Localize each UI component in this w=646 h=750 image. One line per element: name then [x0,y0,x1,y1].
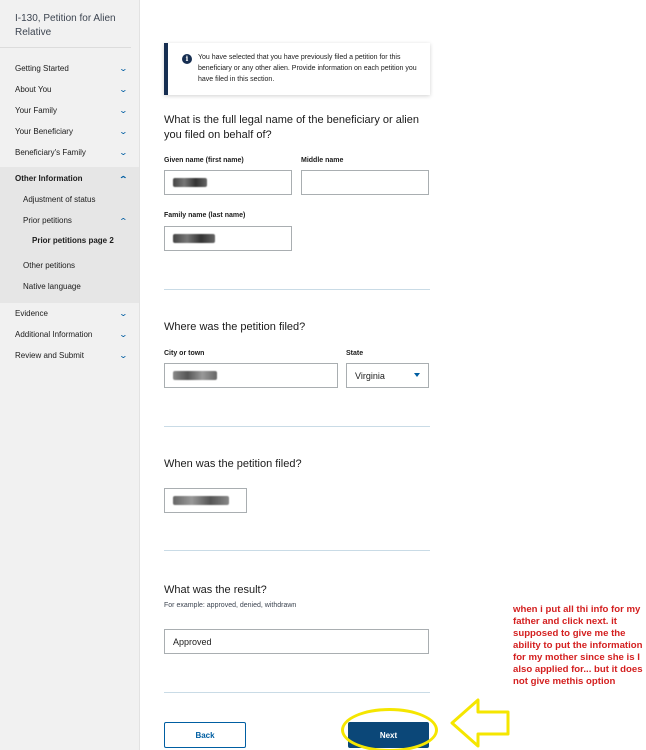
sidebar-item-your-family[interactable] [0,100,139,121]
chevron-down-icon: ⌄ [118,85,129,94]
state-select-value: Virginia [355,370,385,381]
sidebar-item-label: Additional Information [15,330,93,339]
info-icon: i [182,54,192,64]
form-title: I-130, Petition for Alien Relative [0,0,131,48]
middle-name-label: Middle name [301,157,344,164]
city-label: City or town [164,350,205,357]
chevron-down-icon: ⌄ [118,351,129,360]
sidebar-item-review-and-submit[interactable] [0,345,139,366]
city-input[interactable] [164,363,338,388]
highlight-circle [341,708,438,750]
redacted-value [173,234,215,243]
alert-text: You have selected that you have previously filed a petition for this beneficiary or any other alien. Provide information on each petition you have filed in this section. [198,54,417,83]
sidebar-item-evidence[interactable] [0,303,139,324]
sidebar-item-your-beneficiary[interactable] [0,121,139,142]
result-question: What was the result? [164,584,267,596]
sidebar-item-label: Review and Submit [15,351,84,360]
place-question: Where was the petition filed? [164,321,306,333]
given-name-input[interactable] [164,170,292,195]
state-label: State [346,350,364,357]
back-button[interactable]: Back [164,722,246,748]
subnav-other-information [0,189,139,303]
chevron-down-icon: ⌄ [118,106,129,115]
family-name-input[interactable] [164,226,292,251]
name-question: What is the full legal name of the beneficiary or alien you filed on behalf of? [164,114,419,141]
subitem-label: Adjustment of status [23,195,96,204]
redacted-value [173,371,217,380]
date-input[interactable] [164,488,247,513]
subitem-label: Other petitions [23,261,76,270]
result-input-value: Approved [173,636,212,647]
sidebar-item-about-you[interactable] [0,79,139,100]
subitem-label: Native language [23,282,81,291]
sidebar-subitem-other-petitions[interactable] [0,255,139,276]
sidebar-subitem-prior-petitions-page-2[interactable]: Prior petitions page 2 [32,236,114,245]
section-divider [164,692,430,693]
sidebar-item-label: Your Family [15,106,57,115]
sidebar-subitem-adjustment-of-status[interactable] [0,189,139,210]
sidebar-subitem-prior-petitions[interactable] [0,210,139,231]
info-alert [164,43,430,95]
user-annotation: when i put all thi info for my father and click next. it supposed to give me the ability to put the information for my mother since she is I also applied for... but it does not give methis option [513,604,643,687]
result-input[interactable] [164,629,429,654]
chevron-up-icon: ⌄ [118,173,129,183]
sidebar-item-beneficiarys-family[interactable] [0,142,139,163]
chevron-down-icon: ⌄ [118,148,129,157]
sidebar-item-label: Getting Started [15,64,69,73]
state-select[interactable] [346,363,429,388]
chevron-up-icon: ⌄ [118,216,129,225]
left-arrow-icon [448,696,512,750]
redacted-value [173,496,229,505]
sidebar-item-other-information[interactable] [0,167,139,189]
nav-bottom [0,303,139,366]
chevron-down-icon: ⌄ [118,309,129,318]
section-divider [164,550,430,551]
chevron-down-icon: ⌄ [118,330,129,339]
redacted-value [173,178,207,187]
chevron-down-icon: ⌄ [118,64,129,73]
sidebar-subitem-native-language[interactable] [0,276,139,297]
section-divider [164,289,430,290]
sidebar-nav [0,0,140,750]
family-name-label: Family name (last name) [164,212,246,219]
result-hint: For example: approved, denied, withdrawn [164,602,297,609]
caret-down-icon [414,373,420,377]
sidebar-item-label: Evidence [15,309,48,318]
chevron-down-icon: ⌄ [118,127,129,136]
sidebar-item-label: Beneficiary's Family [15,148,86,157]
sidebar-item-label: About You [15,85,52,94]
given-name-label: Given name (first name) [164,157,244,164]
next-button[interactable]: Next [348,722,429,748]
sidebar-item-label: Other Information [15,173,83,183]
date-question: When was the petition filed? [164,458,302,470]
middle-name-input[interactable] [301,170,429,195]
nav-list [0,58,139,366]
sidebar-item-label: Your Beneficiary [15,127,73,136]
sidebar-item-getting-started[interactable] [0,58,139,79]
sidebar-item-additional-information[interactable] [0,324,139,345]
section-divider [164,426,430,427]
subitem-label: Prior petitions [23,216,72,225]
